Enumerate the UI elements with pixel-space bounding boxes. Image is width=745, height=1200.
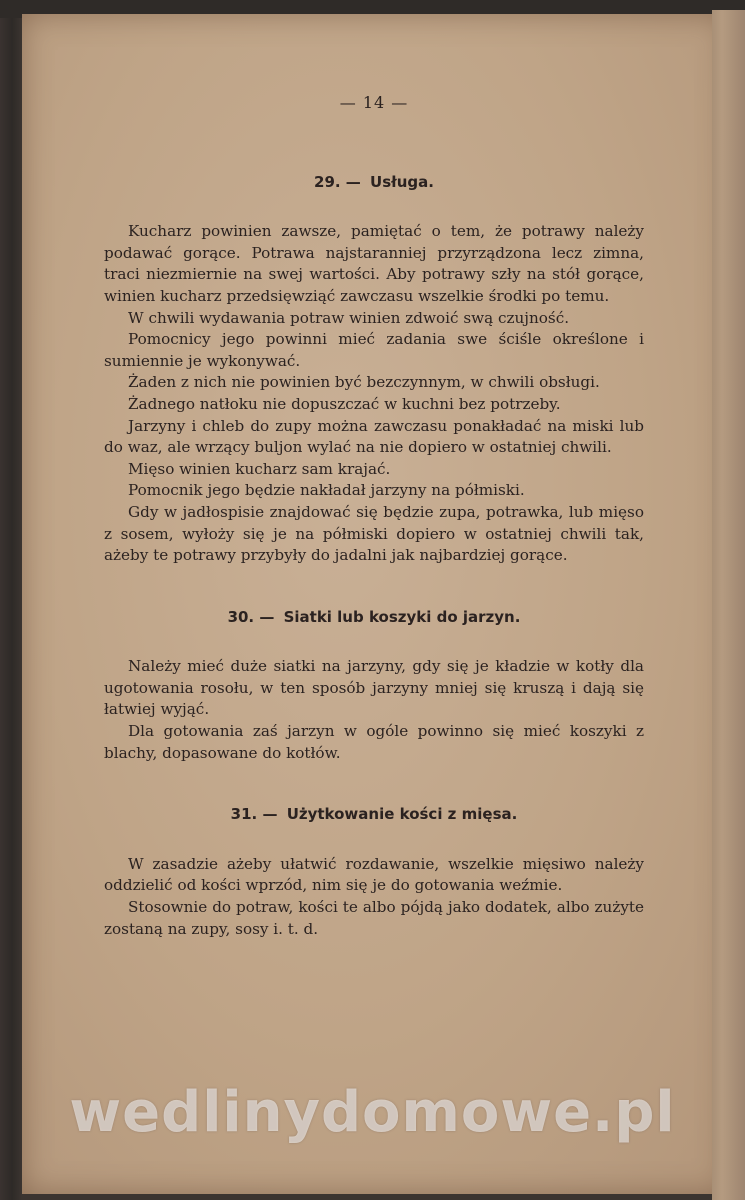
paragraph: Kucharz powinien zawsze, pamiętać o tem, że potrawy należy podawać gorące. Potrawa najstaranniej przyrządzona lecz zimna, traci niezmiernie na swej wartości. Aby potrawy szły na stół gorące, winien kucharz przedsięwziąć zawczasu wszelkie środki po temu. — [104, 222, 644, 305]
paragraph: Należy mieć duże siatki na jarzyny, gdy się je kładzie w kotły dla ugotowania rosołu, w ten sposób jarzyny mniej się kruszą i dają się łatwiej wyjąć. — [104, 657, 644, 719]
paragraph: W chwili wydawania potraw winien zdwoić swą czujność. — [128, 308, 570, 327]
section-31 — [104, 804, 644, 940]
section-number: 29. — — [314, 172, 361, 191]
section-title: Użytkowanie kości z mięsa. — [286, 805, 518, 824]
paragraph: Żadnego natłoku nie dopuszczać w kuchni bez potrzeby. — [128, 394, 561, 413]
section-number: 30. — — [227, 607, 275, 626]
paragraph: Pomocnik jego będzie nakładał jarzyny na półmiski. — [128, 481, 525, 500]
paragraph: Stosownie do potraw, kości te albo pójdą jako dodatek, albo zużyte zostaną na zupy, sosy i. t. d. — [104, 898, 644, 938]
page-text — [104, 92, 644, 980]
section-title: Siatki lub koszyki do jarzyn. — [283, 607, 521, 626]
section-number: 31. — — [230, 805, 278, 824]
paragraph: Żaden z nich nie powinien być bezczynnym, w chwili obsługi. — [128, 373, 600, 392]
paragraph: Mięso winien kucharz sam krajać. — [128, 459, 391, 478]
section-title: Usługa. — [370, 172, 434, 191]
paragraph: W zasadzie ażeby ułatwić rozdawanie, wszelkie mięsiwo należy oddzielić od kości wprzód, nim się je do gotowania weźmie. — [104, 854, 644, 895]
paragraph: Dla gotowania zaś jarzyn w ogóle powinno się mieć koszyki z blachy, dopasowane do kotłów. — [104, 722, 644, 762]
watermark: wedlinydomowe.pl — [69, 1080, 676, 1145]
section-heading — [104, 804, 644, 826]
paragraph: Jarzyny i chleb do zupy można zawczasu ponakładać na miski lub do waz, ale wrzący buljon wylać na nie dopiero w ostatniej chwili. — [104, 416, 644, 457]
section-30 — [104, 607, 644, 765]
section-heading — [104, 607, 644, 629]
page-edge — [712, 10, 745, 1200]
section-heading — [104, 172, 644, 194]
paragraph: Pomocnicy jego powinni mieć zadania swe ściśle określone i sumiennie je wykonywać. — [104, 330, 644, 370]
section-29 — [104, 172, 644, 567]
page-number: — 14 — — [339, 93, 409, 112]
paragraph: Gdy w jadłospisie znajdować się będzie zupa, potrawka, lub mięso z sosem, wyłoży się je na półmiski dopiero w ostatniej chwili tak, ażeby te potrawy przybyły do jadalni jak najbardziej gorące. — [104, 502, 644, 565]
